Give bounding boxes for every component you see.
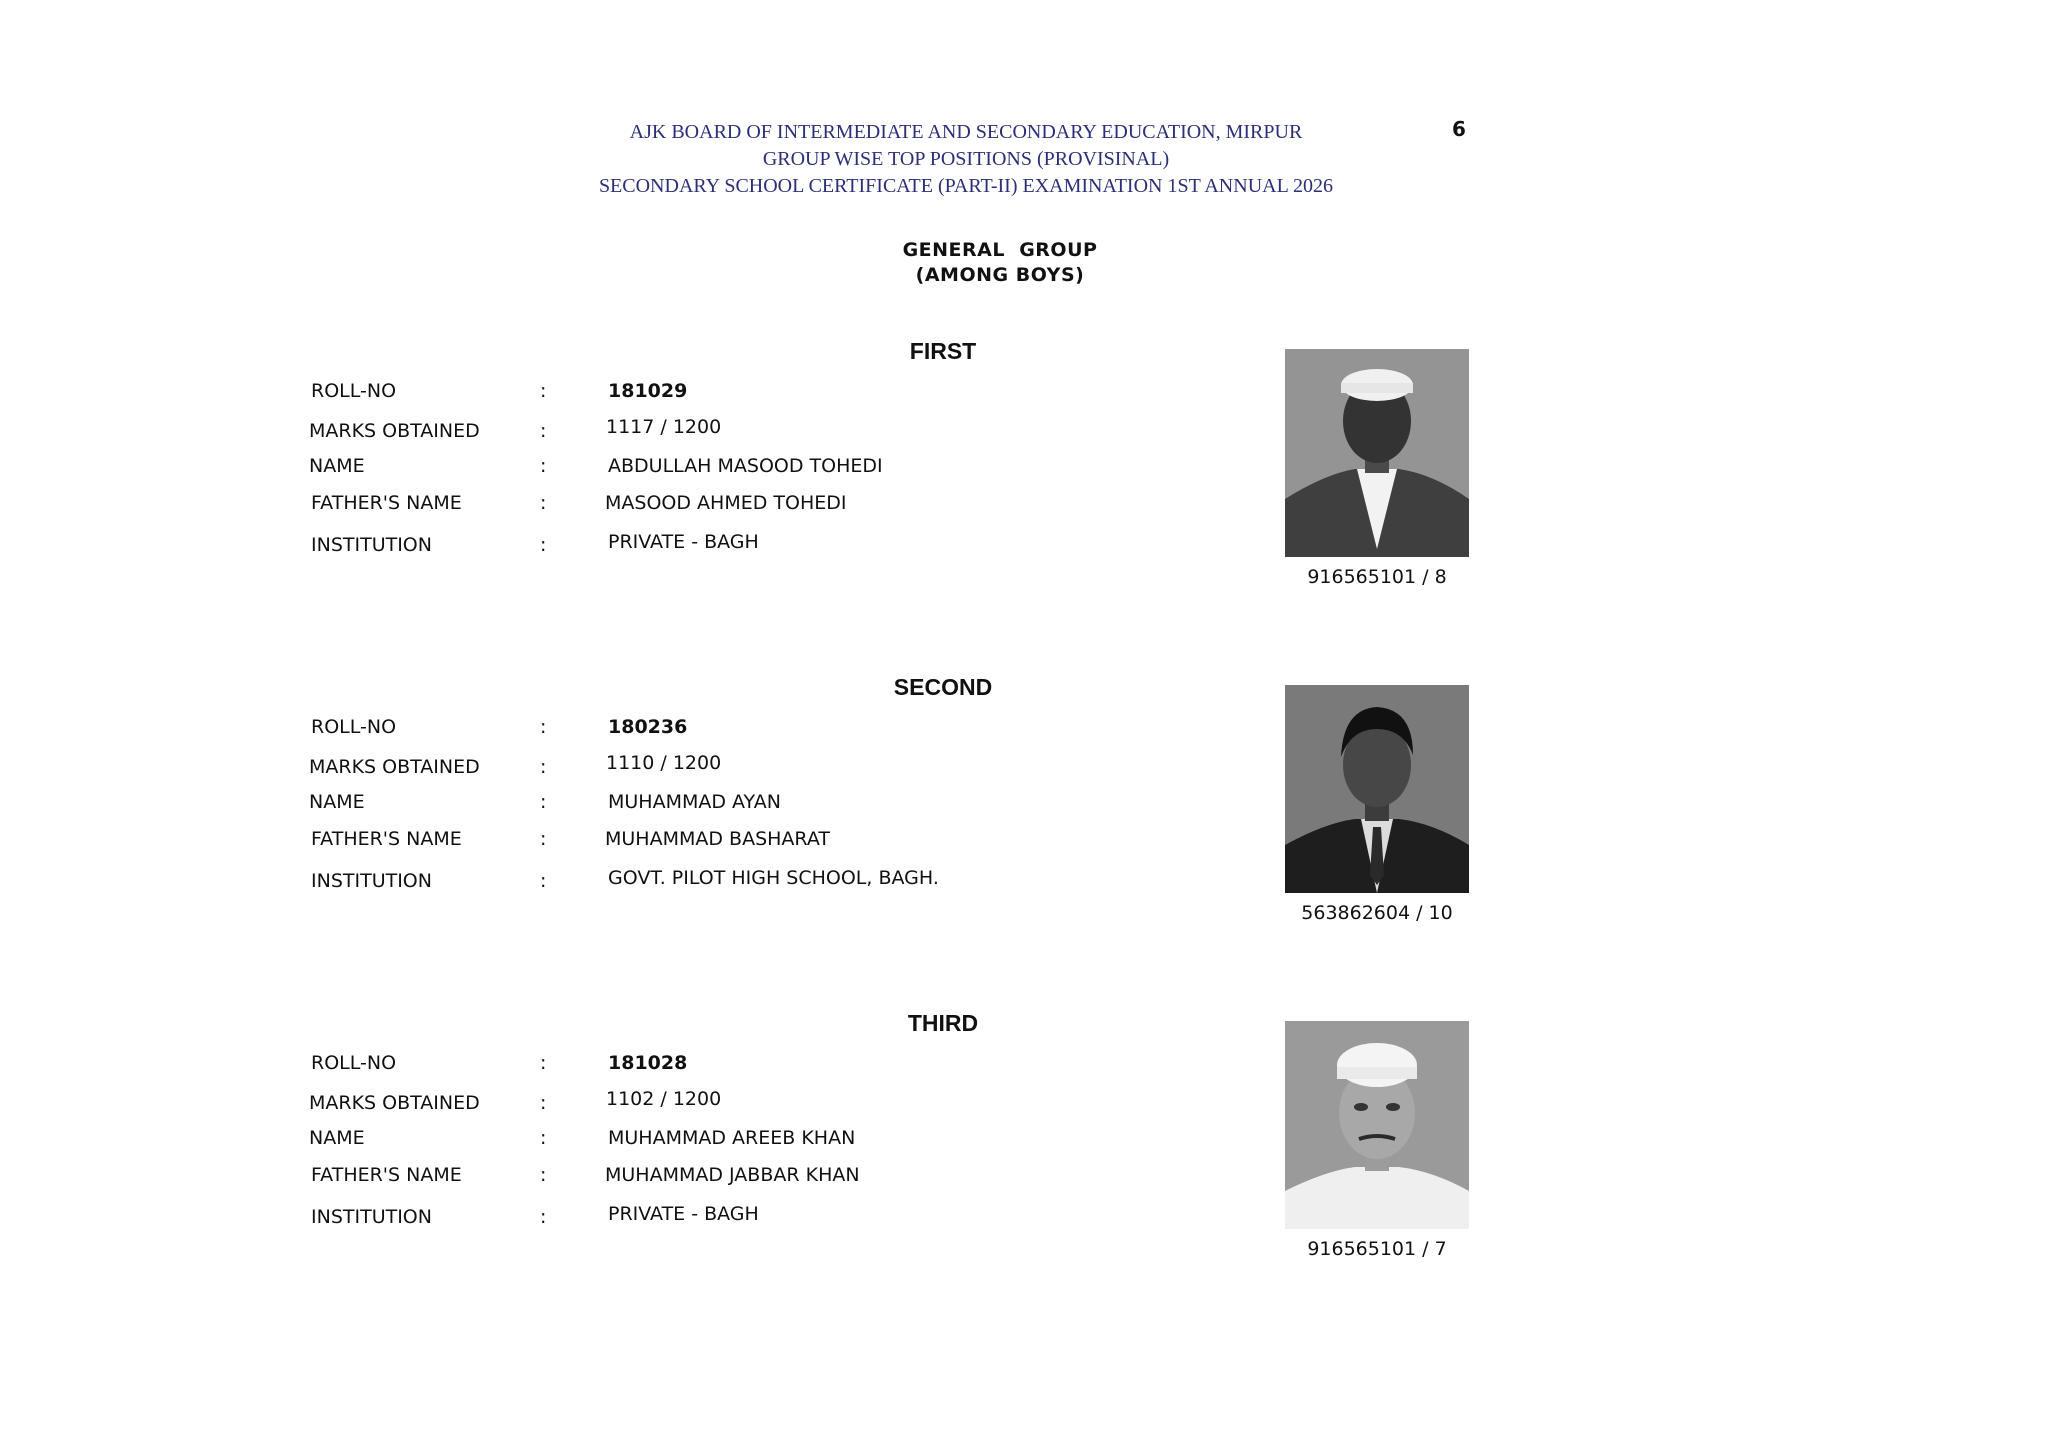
father-value: MUHAMMAD BASHARAT [605,828,830,850]
position-title: SECOND [893,674,993,700]
roll-no-value: 181029 [608,380,688,402]
colon: : [540,1164,547,1186]
name-label: NAME [309,1127,365,1149]
colon: : [540,492,547,514]
colon: : [540,455,547,477]
roll-no-label: ROLL-NO [311,1052,397,1074]
colon: : [540,1127,547,1149]
father-label: FATHER'S NAME [311,828,462,850]
roll-no-value: 181028 [608,1052,688,1074]
report-title: GROUP WISE TOP POSITIONS (PROVISINAL) [762,148,1170,170]
institution-value: PRIVATE - BAGH [608,531,759,553]
position-section-second [0,674,2048,974]
name-value: MUHAMMAD AYAN [608,791,781,813]
group-title: GENERAL GROUP [902,239,1098,261]
institution-label: INSTITUTION [311,1206,432,1228]
marks-value: 1110 / 1200 [606,752,722,774]
position-title: THIRD [907,1010,979,1036]
marks-value: 1102 / 1200 [606,1088,722,1110]
position-section-first [0,338,2048,638]
colon: : [540,1092,547,1114]
roll-no-value: 180236 [608,716,688,738]
father-label: FATHER'S NAME [311,1164,462,1186]
colon: : [540,828,547,850]
colon: : [540,1206,547,1228]
page-number: 6 [1452,117,1466,141]
father-value: MUHAMMAD JABBAR KHAN [605,1164,860,1186]
board-title: AJK BOARD OF INTERMEDIATE AND SECONDARY EDUCATION, MIRPUR [629,121,1303,143]
father-label: FATHER'S NAME [311,492,462,514]
name-label: NAME [309,791,365,813]
student-photo-icon [1285,1021,1469,1229]
photo-code: 916565101 / 7 [1307,1238,1447,1260]
exam-title: SECONDARY SCHOOL CERTIFICATE (PART-II) EXAMINATION 1ST ANNUAL 2026 [598,175,1334,197]
colon: : [540,380,547,402]
institution-label: INSTITUTION [311,870,432,892]
marks-label: MARKS OBTAINED [309,756,480,778]
name-label: NAME [309,455,365,477]
photo-code: 563862604 / 10 [1301,902,1453,924]
father-value: MASOOD AHMED TOHEDI [605,492,847,514]
marks-label: MARKS OBTAINED [309,420,480,442]
roll-no-label: ROLL-NO [311,380,397,402]
marks-label: MARKS OBTAINED [309,1092,480,1114]
institution-value: GOVT. PILOT HIGH SCHOOL, BAGH. [608,867,939,889]
colon: : [540,534,547,556]
marks-value: 1117 / 1200 [606,416,722,438]
name-value: MUHAMMAD AREEB KHAN [608,1127,856,1149]
colon: : [540,870,547,892]
photo-code: 916565101 / 8 [1307,566,1447,588]
position-section-third [0,1010,2048,1310]
colon: : [540,1052,547,1074]
colon: : [540,716,547,738]
name-value: ABDULLAH MASOOD TOHEDI [608,455,883,477]
institution-value: PRIVATE - BAGH [608,1203,759,1225]
student-photo-icon [1285,685,1469,893]
student-photo-icon [1285,349,1469,557]
roll-no-label: ROLL-NO [311,716,397,738]
position-title: FIRST [909,338,977,364]
colon: : [540,420,547,442]
group-subtitle: (AMONG BOYS) [915,264,1085,286]
colon: : [540,791,547,813]
institution-label: INSTITUTION [311,534,432,556]
colon: : [540,756,547,778]
